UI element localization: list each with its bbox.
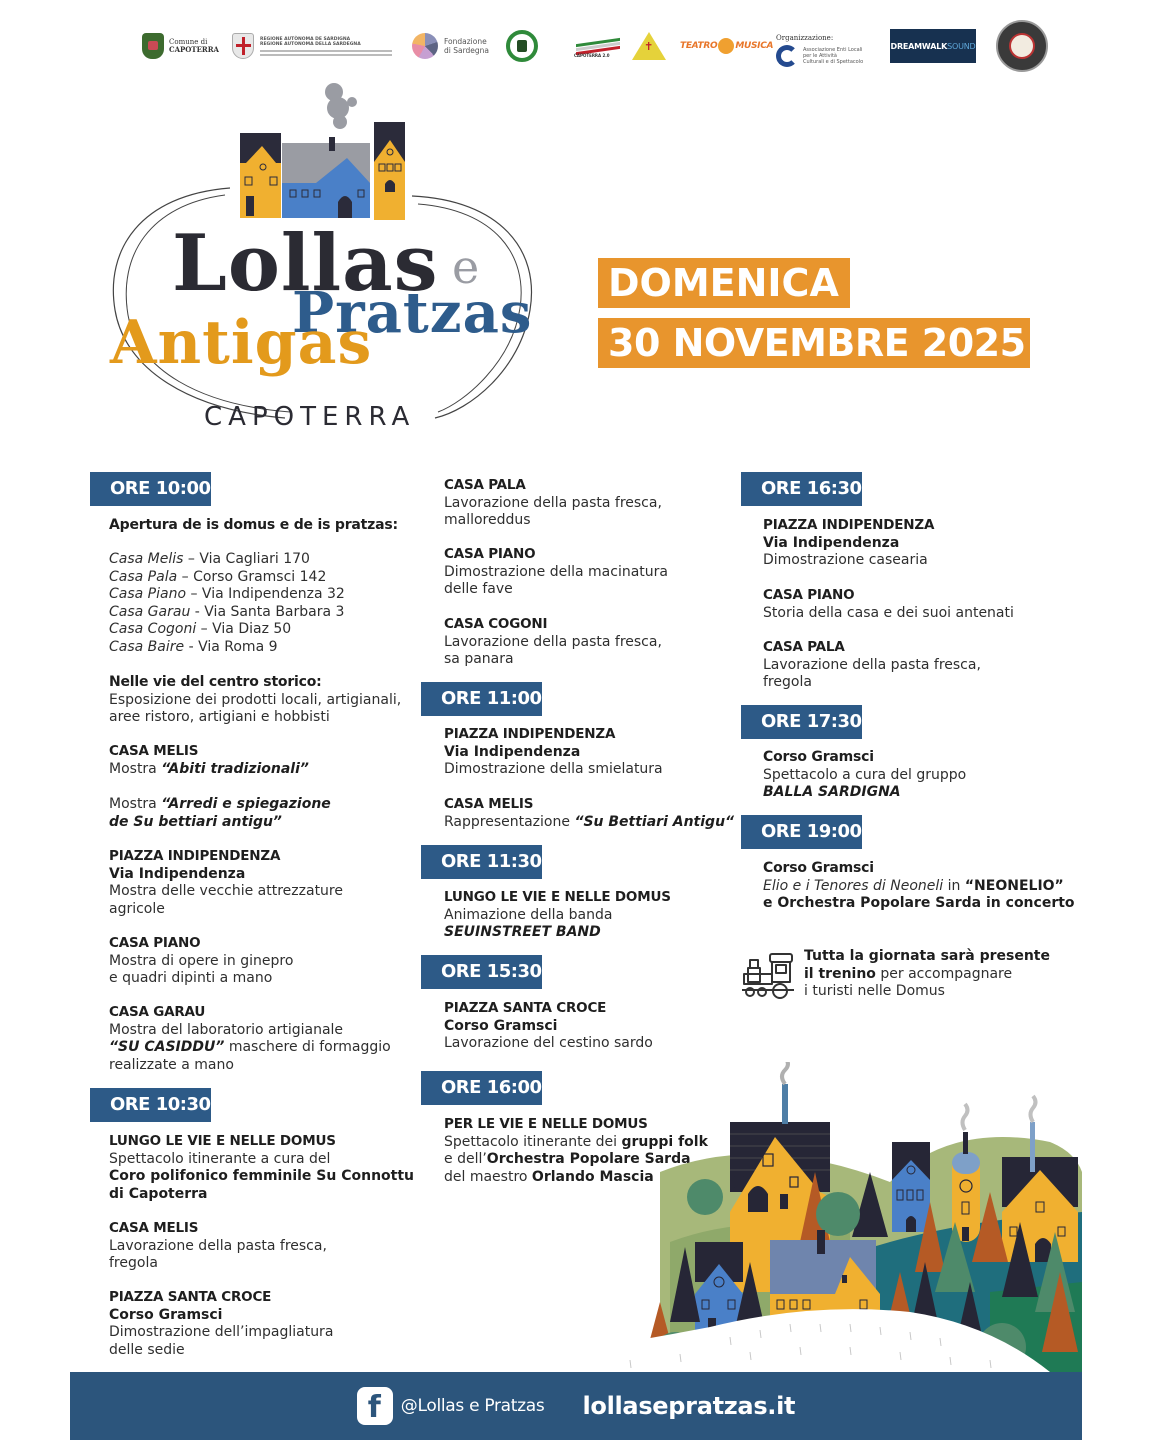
sound-label: SOUND (947, 41, 976, 51)
casearia-block: PIAZZA INDIPENDENZA Via Indipendenza Dimostrazione casearia (763, 517, 935, 568)
block-title: CASA COGONI (444, 616, 548, 632)
piazza-santa-croce-block: PIAZZA SANTA CROCE Corso Gramsci Dimostrazione dell’impagliatura delle sedie (109, 1289, 334, 1358)
block-title: CASA PALA (763, 639, 845, 655)
concerto-block: Corso Gramsci Elio e i Tenores di Neoneli in “NEONELIO” e Orchestra Popolare Sarda in concerto (763, 860, 1075, 911)
banda-block: LUNGO LE VIE E NELLE DOMUS Animazione della banda SEUINSTREET BAND (444, 889, 671, 940)
organizzazione-label: Organizzazione: (776, 33, 834, 42)
regione-label-1: REGIONE AUTÒNOMA DE SARDIGNA (260, 36, 351, 42)
block-title: CASA PIANO (109, 935, 201, 951)
logo-word-pratzas: Pratzas (292, 280, 533, 346)
block-title: PIAZZA INDIPENDENZA (109, 848, 281, 864)
regione-label-2: REGIONE AUTONOMA DELLA SARDEGNA (260, 41, 361, 47)
piazza-indipendenza-block: PIAZZA INDIPENDENZA Via Indipendenza Mostra delle vecchie attrezzature agricole (109, 848, 343, 917)
block-title: PIAZZA INDIPENDENZA (444, 726, 616, 742)
casa-piano-fave-block: CASA PIANO Dimostrazione della macinatura delle fave (444, 546, 668, 597)
logo-word-antigas: Antigas (110, 308, 373, 378)
time-badge-1630: ORE 16:30 (741, 472, 862, 506)
event-logo (100, 80, 580, 440)
fondazione-label-1: Fondazione (444, 37, 487, 46)
casa-melis-rappresentazione-block: CASA MELIS Rappresentazione “Su Bettiari Antigu“ (444, 796, 735, 830)
casa-pala-fregola-block: CASA PALA Lavorazione della pasta fresca, fregola (763, 639, 981, 690)
logo-comune-capoterra (142, 20, 219, 72)
block-title: CASA MELIS (109, 1220, 199, 1236)
house-item: Casa Cogoni – Via Diaz 50 (109, 621, 292, 637)
time-badge-1100: ORE 11:00 (421, 682, 542, 716)
casa-piano-storia-block: CASA PIANO Storia della casa e dei suoi antenati (763, 587, 1014, 621)
regione-shield-icon (232, 33, 254, 59)
logo-word-lollas: Lollas (172, 218, 439, 309)
logo-fondazione-sardegna (412, 20, 489, 72)
house-item: Casa Pala – Corso Gramsci 142 (109, 568, 327, 585)
logo-pro-loco-seal (996, 20, 1048, 72)
org-line-1: Associazione Enti Locali (803, 46, 863, 53)
logo-dreamwalk-sound (890, 20, 976, 72)
house-item: Casa Garau - Via Santa Barbara 3 (109, 603, 345, 620)
block-title: CASA MELIS (444, 796, 534, 812)
piazza-smielatura-block: PIAZZA INDIPENDENZA Via Indipendenza Dimostrazione della smielatura (444, 726, 663, 777)
block-title: Corso Gramsci (763, 749, 874, 765)
logo-capoterra-20 (574, 20, 624, 72)
casa-cogoni-block: CASA COGONI Lavorazione della pasta fresca, sa panara (444, 616, 662, 667)
block-title: PIAZZA SANTA CROCE (109, 1289, 272, 1305)
date-day-badge: DOMENICA (598, 258, 850, 308)
logo-word-e: e (452, 240, 482, 294)
green-badge-icon (506, 30, 538, 62)
time-badge-1730: ORE 17:30 (741, 705, 862, 739)
org-line-2: per le Attività (803, 52, 837, 59)
cestino-block: PIAZZA SANTA CROCE Corso Gramsci Lavorazione del cestino sardo (444, 1000, 653, 1051)
block-title: PIAZZA SANTA CROCE (444, 1000, 607, 1016)
facebook-handle-link[interactable]: @Lollas e Pratzas (400, 1396, 545, 1416)
sponsor-logos-bar (130, 20, 1060, 72)
footer-bar (70, 1372, 1082, 1440)
casa-melis-block: CASA MELIS Mostra “Abiti tradizionali” (109, 743, 309, 777)
date-full-badge: 30 NOVEMBRE 2025 (598, 318, 1030, 368)
capoterra20-label: CAPOTERRA 2.0 (574, 53, 610, 58)
teatro-ampersand-icon (718, 38, 734, 54)
cross-triangle-icon (632, 32, 666, 60)
village-illustration (430, 1062, 1082, 1372)
block-title: PIAZZA INDIPENDENZA (763, 517, 935, 533)
logo-triangle-cross (632, 20, 666, 72)
block-title: PER LE VIE E NELLE DOMUS (444, 1116, 648, 1132)
time-badge-1530: ORE 15:30 (421, 955, 542, 989)
casa-pala-block: CASA PALA Lavorazione della pasta fresca, malloreddus (444, 477, 662, 528)
balla-sardigna-block: Corso Gramsci Spettacolo a cura del gruppo BALLA SARDIGNA (763, 749, 967, 800)
facebook-icon[interactable]: f (357, 1387, 393, 1425)
casa-garau-block: CASA GARAU Mostra del laboratorio artigianale “SU CASIDDU” maschere di formaggio realizzate a mano (109, 1004, 391, 1073)
time-badge-1030: ORE 10:30 (90, 1088, 211, 1122)
centro-title: Nelle vie del centro storico: (109, 674, 322, 690)
casa-piano-block: CASA PIANO Mostra di opere in ginepro e quadri dipinti a mano (109, 935, 294, 986)
house-item: Casa Baire - Via Roma 9 (109, 638, 278, 655)
time-badge-1900: ORE 19:00 (741, 815, 862, 849)
block-title: Corso Gramsci (763, 860, 874, 876)
logo-organizzazione (776, 24, 863, 76)
trenino-info-block: Tutta la giornata sarà presente il trenino per accompagnare i turisti nelle Domus (804, 948, 1050, 999)
gruppi-folk-block: PER LE VIE E NELLE DOMUS Spettacolo itinerante dei gruppi folk e dell’Orchestra Popolare Sarda del maestro Orlando Mascia (444, 1116, 708, 1185)
block-title: CASA PIANO (444, 546, 536, 562)
logo-regione-sardegna (232, 20, 392, 72)
comune-label-1: Comune di (169, 38, 208, 46)
logo-place-capoterra: CAPOTERRA (204, 402, 416, 432)
train-icon (740, 950, 796, 1000)
house-item: Casa Piano – Via Indipendenza 32 (109, 586, 345, 602)
centro-storico-block: Nelle vie del centro storico: Esposizione dei prodotti locali, artigianali, aree ristoro, artigiani e hobbisti (109, 674, 402, 725)
comune-label-2: CAPOTERRA (169, 45, 219, 54)
fondazione-label-2: di Sardegna (444, 46, 490, 55)
block-title: LUNGO LE VIE E NELLE DOMUS (444, 889, 671, 905)
time-badge-1600: ORE 16:00 (421, 1071, 542, 1105)
block-title: CASA PIANO (763, 587, 855, 603)
fondazione-pie-icon (412, 33, 438, 59)
dreamwalk-label: DREAMWALK (890, 41, 948, 51)
logo-teatro-musica (680, 20, 773, 72)
org-line-3: Culturali e di Spettacolo (803, 58, 864, 65)
house-item: Casa Melis – Via Cagliari 170 (109, 551, 310, 567)
website-link[interactable]: lollasepratzas.it (582, 1392, 796, 1420)
musica-label: MUSICA (735, 41, 774, 51)
block-title: CASA MELIS (109, 743, 199, 759)
casa-melis-pasta-block: CASA MELIS Lavorazione della pasta fresca, fregola (109, 1220, 327, 1271)
time-badge-1000: ORE 10:00 (90, 472, 211, 506)
aelc-logo-icon (776, 45, 798, 67)
block-title: LUNGO LE VIE E NELLE DOMUS (109, 1133, 336, 1149)
block-title: CASA PALA (444, 477, 526, 493)
houses-list (109, 551, 345, 656)
teatro-label: TEATRO (680, 41, 718, 51)
time-badge-1130: ORE 11:30 (421, 845, 542, 879)
logo-green-badge (506, 20, 538, 72)
opening-block (109, 517, 398, 535)
pro-loco-seal-icon (996, 20, 1048, 72)
opening-title: Apertura de is domus e de is pratzas: (109, 517, 398, 533)
arredi-block: Mostra “Arredi e spiegazione de Su bettiari antigu” (109, 796, 331, 830)
comune-crest-icon (142, 33, 164, 59)
lungo-le-vie-block: LUNGO LE VIE E NELLE DOMUS Spettacolo itinerante a cura del Coro polifonico femminile Su Connottu di Capoterra (109, 1133, 415, 1202)
block-title: CASA GARAU (109, 1004, 206, 1020)
